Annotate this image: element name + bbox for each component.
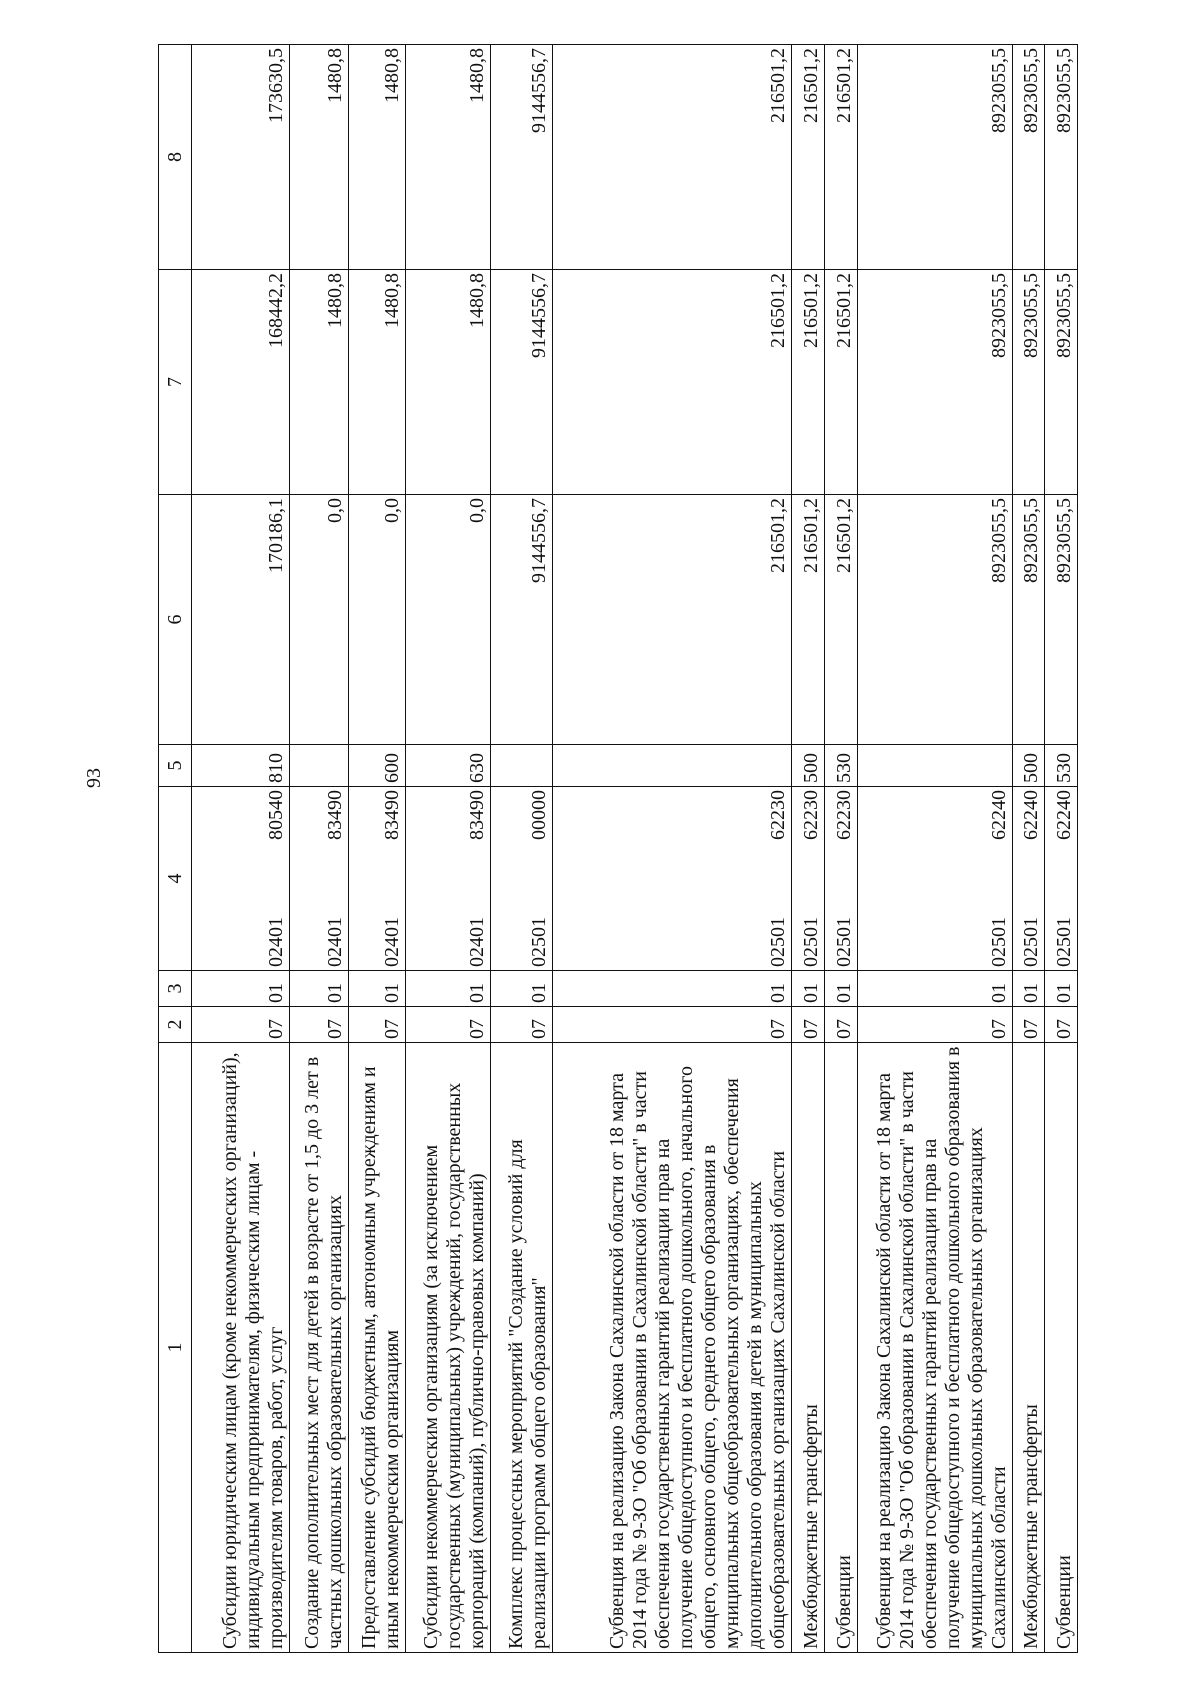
row-target-article [824,787,857,971]
row-name: Субвенции [824,1043,857,1653]
row-name: Межбюджетные трансферты [1013,1043,1045,1653]
row-target-article [349,787,405,971]
row-value-col6: 216501,2 [552,495,791,745]
row-direction-code: 62230 [832,790,855,840]
row-subsection: 01 [857,971,1012,1007]
row-direction-code: 83490 [380,790,403,840]
row-direction-code: 00000 [527,790,550,840]
row-name: Предоставление субсидий бюджетным, автономным учреждениям и иным некоммерческим организациям [349,1043,405,1653]
row-expense-type [857,745,1012,787]
row-program-code: 02501 [527,917,550,967]
row-direction-code: 83490 [324,790,347,840]
row-value-col6: 0,0 [405,495,491,745]
row-value-col8: 216501,2 [791,45,824,270]
row-value-col6: 8923055,5 [857,495,1012,745]
row-target-article [289,787,348,971]
row-subsection: 01 [405,971,491,1007]
row-program-code: 02501 [1053,917,1075,967]
row-subsection: 01 [349,971,405,1007]
row-value-col7: 1480,8 [405,270,491,495]
row-target-article [192,787,290,971]
column-header-8: 8 [159,45,192,270]
row-value-col8: 1480,8 [289,45,348,270]
row-expense-type: 500 [791,745,824,787]
row-name: Субсидии юридическим лицам (кроме некоммерческих организаций), индивидуальным предпринимателям, физическим лицам - производителям товаров, работ, услуг [192,1043,290,1653]
row-subsection: 01 [791,971,824,1007]
row-value-col7: 8923055,5 [1044,270,1077,495]
table-row [289,45,348,1653]
row-value-col8: 1480,8 [349,45,405,270]
row-direction-code: 62240 [1053,790,1075,840]
row-subsection: 01 [192,971,290,1007]
header-row [159,45,192,1653]
row-value-col8: 1480,8 [405,45,491,270]
row-subsection: 01 [1013,971,1045,1007]
row-section: 07 [824,1007,857,1043]
table-row [1013,45,1045,1653]
row-name: Комплекс процессных мероприятий "Создание условий для реализации программ общего образования" [491,1043,553,1653]
row-value-col6: 0,0 [289,495,348,745]
row-expense-type [289,745,348,787]
table-row [192,45,290,1653]
row-value-col6: 8923055,5 [1044,495,1077,745]
row-program-code: 02501 [799,917,822,967]
row-target-article [552,787,791,971]
row-name: Создание дополнительных мест для детей в возрасте от 1,5 до 3 лет в частных дошкольных образовательных организациях [289,1043,348,1653]
column-header-6: 6 [159,495,192,745]
row-name: Субвенция на реализацию Закона Сахалинской области от 18 марта 2014 года № 9-ЗО "Об образовании в Сахалинской области" в части обеспечения государственных гарантий реализации прав на получение общедоступного и бесплатного дошкольного, начального общего, основного общего, среднего общего образования в муниципальных общеобразовательных организациях, обеспечения дополнительного образования детей в муниципальных общеобразовательных организациях Сахалинской области [552,1043,791,1653]
table-row [1044,45,1077,1653]
row-subsection: 01 [289,971,348,1007]
column-header-5: 5 [159,745,192,787]
row-direction-code: 80540 [264,790,287,840]
row-target-article [791,787,824,971]
row-subsection: 01 [824,971,857,1007]
row-section: 07 [192,1007,290,1043]
row-program-code: 02501 [988,917,1011,967]
row-value-col7: 216501,2 [552,270,791,495]
row-name: Субвенции [1044,1043,1077,1653]
row-value-col7: 1480,8 [289,270,348,495]
row-direction-code: 62240 [988,790,1011,840]
row-section: 07 [857,1007,1012,1043]
row-section: 07 [791,1007,824,1043]
row-section: 07 [1044,1007,1077,1043]
row-program-code: 02401 [380,917,403,967]
row-subsection: 01 [491,971,553,1007]
row-value-col7: 1480,8 [349,270,405,495]
row-expense-type [552,745,791,787]
rotated-page-content [158,45,1078,1653]
row-program-code: 02401 [264,917,287,967]
row-section: 07 [405,1007,491,1043]
row-program-code: 02501 [832,917,855,967]
row-subsection: 01 [1044,971,1077,1007]
row-direction-code: 62230 [766,790,789,840]
row-expense-type: 530 [1044,745,1077,787]
table-row [405,45,491,1653]
row-value-col7: 216501,2 [824,270,857,495]
table-row [491,45,553,1653]
row-expense-type [491,745,553,787]
table-row [824,45,857,1653]
row-value-col8: 216501,2 [552,45,791,270]
row-program-code: 02401 [466,917,489,967]
column-header-1: 1 [159,1043,192,1653]
row-value-col8: 216501,2 [824,45,857,270]
row-expense-type: 530 [824,745,857,787]
row-section: 07 [491,1007,553,1043]
row-target-article [1013,787,1045,971]
row-program-code: 02501 [1019,917,1042,967]
table-row [857,45,1012,1653]
row-target-article [405,787,491,971]
column-header-7: 7 [159,270,192,495]
row-value-col6: 8923055,5 [1013,495,1045,745]
row-name: Субсидии некоммерческим организациям (за исключением государственных (муниципальных) учреждений, государственных корпораций (компаний), публично-правовых компаний) [405,1043,491,1653]
row-section: 07 [289,1007,348,1043]
table-row [349,45,405,1653]
row-direction-code: 62240 [1019,790,1042,840]
row-value-col6: 170186,1 [192,495,290,745]
row-value-col7: 168442,2 [192,270,290,495]
row-section: 07 [349,1007,405,1043]
row-value-col8: 8923055,5 [1044,45,1077,270]
budget-table [158,44,1078,1653]
row-section: 07 [552,1007,791,1043]
table-row [552,45,791,1653]
row-target-article [491,787,553,971]
row-value-col8: 9144556,7 [491,45,553,270]
row-name: Субвенция на реализацию Закона Сахалинской области от 18 марта 2014 года № 9-ЗО "Об образовании в Сахалинской области" в части обеспечения государственных гарантий реализации прав на получение общедоступного и бесплатного дошкольного образования в муниципальных дошкольных образовательных организациях Сахалинской области [857,1043,1012,1653]
row-expense-type: 500 [1013,745,1045,787]
row-direction-code: 83490 [466,790,489,840]
page-number: 93 [83,768,105,788]
column-header-4: 4 [159,787,192,971]
row-value-col8: 8923055,5 [857,45,1012,270]
column-header-3: 3 [159,971,192,1007]
row-name: Межбюджетные трансферты [791,1043,824,1653]
row-section: 07 [1013,1007,1045,1043]
row-target-article [1044,787,1077,971]
row-value-col6: 216501,2 [791,495,824,745]
row-program-code: 02501 [766,917,789,967]
row-subsection: 01 [552,971,791,1007]
row-expense-type: 630 [405,745,491,787]
column-header-2: 2 [159,1007,192,1043]
row-value-col8: 173630,5 [192,45,290,270]
row-value-col7: 8923055,5 [1013,270,1045,495]
row-target-article [857,787,1012,971]
row-program-code: 02401 [324,917,347,967]
row-value-col8: 8923055,5 [1013,45,1045,270]
row-expense-type: 810 [192,745,290,787]
row-value-col7: 8923055,5 [857,270,1012,495]
row-value-col6: 0,0 [349,495,405,745]
row-value-col6: 9144556,7 [491,495,553,745]
row-value-col7: 9144556,7 [491,270,553,495]
row-direction-code: 62230 [799,790,822,840]
row-value-col7: 216501,2 [791,270,824,495]
row-value-col6: 216501,2 [824,495,857,745]
row-expense-type: 600 [349,745,405,787]
table-row [791,45,824,1653]
